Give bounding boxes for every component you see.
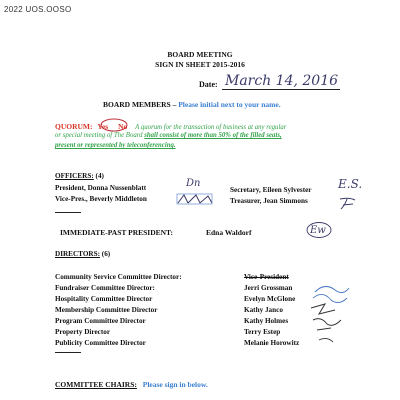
quorum-text-line1: A quorum for the transaction of business at any regular <box>135 124 287 131</box>
secretary-initials: E.S. <box>338 177 363 191</box>
quorum-text-line2 <box>55 132 282 139</box>
directors-heading-row <box>55 250 110 258</box>
date-underline <box>222 89 340 90</box>
director-role: Community Service Committee Director: <box>55 273 182 281</box>
quorum-no: No <box>118 122 128 131</box>
quorum-text-line3: present or represented by teleconferencing. <box>55 142 176 149</box>
officer-vice-president: Vice-Pres., Beverly Middleton <box>55 195 147 203</box>
page-subtitle: SIGN IN SHEET 2015-2016 <box>155 60 245 69</box>
director-name: Evelyn McGlone <box>244 295 296 303</box>
officer-president: President, Donna Nussenblatt <box>55 184 147 192</box>
quorum-yes: Yes <box>97 122 109 131</box>
director-role: Hospitality Committee Director <box>55 295 153 303</box>
board-members-label: BOARD MEMBERS – <box>103 100 177 109</box>
director-name: Terry Estep <box>244 328 281 336</box>
director-role: Membership Committee Director <box>55 306 158 314</box>
director-role: Property Director <box>55 328 111 336</box>
document-stamp: 2022 UOS.OOSO <box>4 5 72 14</box>
director-role: Publicity Committee Director <box>55 339 146 347</box>
quorum-row <box>55 122 286 131</box>
officer-treasurer: Treasurer, Jean Simmons <box>230 197 308 205</box>
director-name: Kathy Janco <box>244 306 283 314</box>
director-role: Fundraiser Committee Director: <box>55 284 155 292</box>
date-label: Date: <box>199 80 218 89</box>
quorum-text-line2-underlined: shall consist of more than 50% of the filled seats, <box>144 132 282 139</box>
officer-secretary: Secretary, Eileen Sylvester <box>230 186 312 194</box>
page-title: BOARD MEETING <box>167 50 233 59</box>
past-president-label: IMMEDIATE-PAST PRESIDENT: <box>60 228 173 237</box>
treasurer-initials-mark <box>337 195 359 211</box>
officers-heading: OFFICERS: <box>55 172 94 180</box>
officers-count: (4) <box>95 172 104 180</box>
past-president-initials: Ew <box>310 225 326 236</box>
director-name: Melanie Horowitz <box>244 339 300 347</box>
directors-heading: DIRECTORS: <box>55 250 100 258</box>
president-initials: Dn <box>186 178 201 189</box>
officers-divider <box>55 212 81 213</box>
committee-row <box>55 380 208 389</box>
board-members-row <box>103 100 281 109</box>
yes-circle-mark <box>99 116 129 132</box>
quorum-label: QUORUM: <box>55 122 93 131</box>
quorum-text-line2-plain: or special meeting of The Board <box>55 132 143 139</box>
directors-divider <box>55 352 81 353</box>
vice-president-initials-mark <box>176 193 214 205</box>
officers-heading-row <box>55 172 104 180</box>
director-signatures-mark <box>305 280 355 350</box>
committee-instruction: Please sign in below. <box>142 380 208 389</box>
director-role: Program Committee Director <box>55 317 146 325</box>
board-members-instruction: Please initial next to your name. <box>178 100 281 109</box>
director-name: Kathy Holmes <box>244 317 289 325</box>
directors-count: (6) <box>101 250 111 258</box>
past-president-name: Edna Waldorf <box>206 228 252 237</box>
director-name: Jerri Grossman <box>244 284 293 292</box>
committee-heading: COMMITTEE CHAIRS: <box>55 380 137 389</box>
director-name-struck: Vice-President <box>244 273 289 281</box>
date-value: March 14, 2016 <box>225 73 339 89</box>
past-president-initials-circle <box>305 221 333 239</box>
